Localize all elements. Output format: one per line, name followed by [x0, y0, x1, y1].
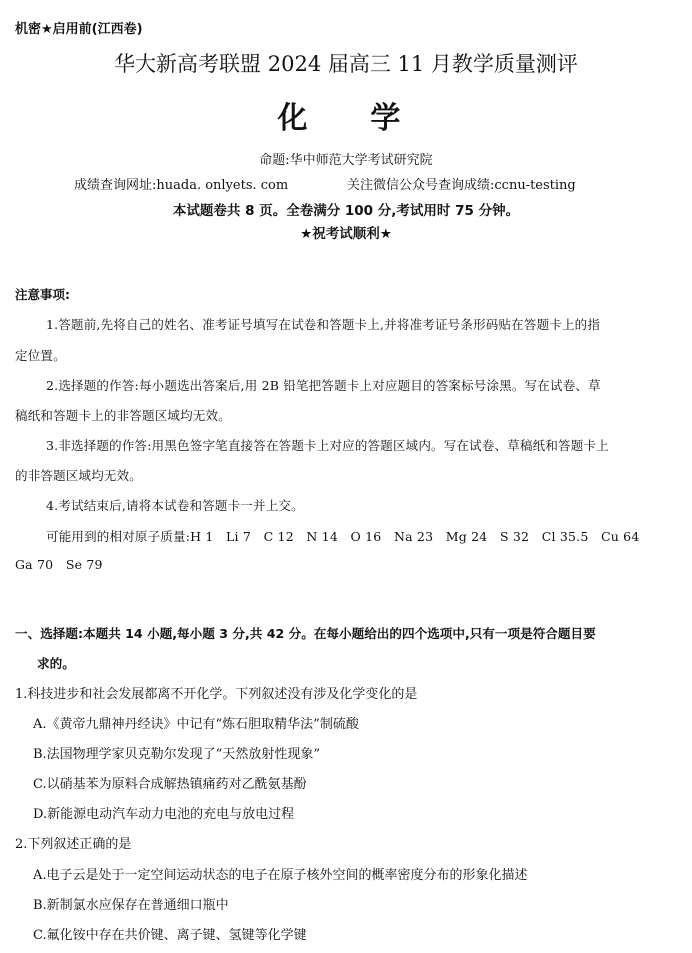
confidential-label: 机密★启用前(江西卷) [15, 22, 143, 37]
section-1-title-line-2: 求的。 [37, 656, 75, 671]
query-site: 成绩查询网址:huada. onlyets. com [74, 178, 289, 193]
note-3-line-2: 的非答题区域均无效。 [15, 468, 143, 483]
question-2-stem: 2.下列叙述正确的是 [15, 837, 132, 852]
note-2-line-1: 2.选择题的作答:每小题选出答案后,用 2B 铅笔把答题卡上对应题目的答案标号涂黑。写在试卷、草 [46, 378, 601, 393]
note-4: 4.考试结束后,请将本试卷和答题卡一并上交。 [46, 498, 304, 513]
question-2-option-a: A.电子云是处于一定空间运动状态的电子在原子核外空间的概率密度分布的形象化描述 [33, 868, 528, 883]
exam-info: 本试题卷共 8 页。全卷满分 100 分,考试用时 75 分钟。 [172, 203, 520, 219]
exam-title: 华大新高考联盟 2024 届高三 11 月教学质量测评 [114, 52, 578, 76]
wechat-query: 关注微信公众号查询成绩:ccnu-testing [347, 178, 576, 193]
question-1-stem: 1.科技进步和社会发展都离不开化学。下列叙述没有涉及化学变化的是 [15, 687, 418, 702]
question-1-option-b: B.法国物理学家贝克勒尔发现了“天然放射性现象” [33, 747, 320, 762]
section-1-title-line-1: 一、选择题:本题共 14 小题,每小题 3 分,共 42 分。在每小题给出的四个选项中,只有一项是符合题目要 [15, 626, 596, 641]
question-1-option-c: C.以硝基苯为原料合成解热镇痛药对乙酰氨基酚 [33, 777, 307, 792]
question-1-option-d: D.新能源电动汽车动力电池的充电与放电过程 [33, 807, 295, 822]
subject-title: 化 学 [277, 101, 415, 136]
question-1-option-a: A.《黄帝九鼎神丹经诀》中记有“炼石胆取精华法”制硫酸 [33, 717, 359, 732]
note-1-line-2: 定位置。 [15, 348, 66, 363]
note-3-line-1: 3.非选择题的作答:用黑色签字笔直接答在答题卡上对应的答题区域内。写在试卷、草稿纸和答题卡上 [46, 438, 609, 453]
atomic-mass-line-2: Ga 70 Se 79 [15, 557, 103, 572]
question-2-option-b: B.新制氯水应保存在普通细口瓶中 [33, 898, 229, 913]
note-1-line-1: 1.答题前,先将自己的姓名、准考证号填写在试卷和答题卡上,并将准考证号条形码贴在答题卡上的指 [46, 317, 601, 332]
note-2-line-2: 稿纸和答题卡上的非答题区域均无效。 [15, 408, 231, 423]
good-luck: ★祝考试顺利★ [300, 226, 392, 242]
question-2-option-c: C.氟化铵中存在共价键、离子键、氢键等化学键 [33, 928, 307, 943]
atomic-mass-line-1: 可能用到的相对原子质量:H 1 Li 7 C 12 N 14 O 16 Na 23 Mg 24 S 32 Cl 35.5 Cu 64 [46, 529, 640, 544]
notes-heading: 注意事项: [15, 287, 70, 302]
author-line: 命题:华中师范大学考试研究院 [259, 153, 433, 168]
